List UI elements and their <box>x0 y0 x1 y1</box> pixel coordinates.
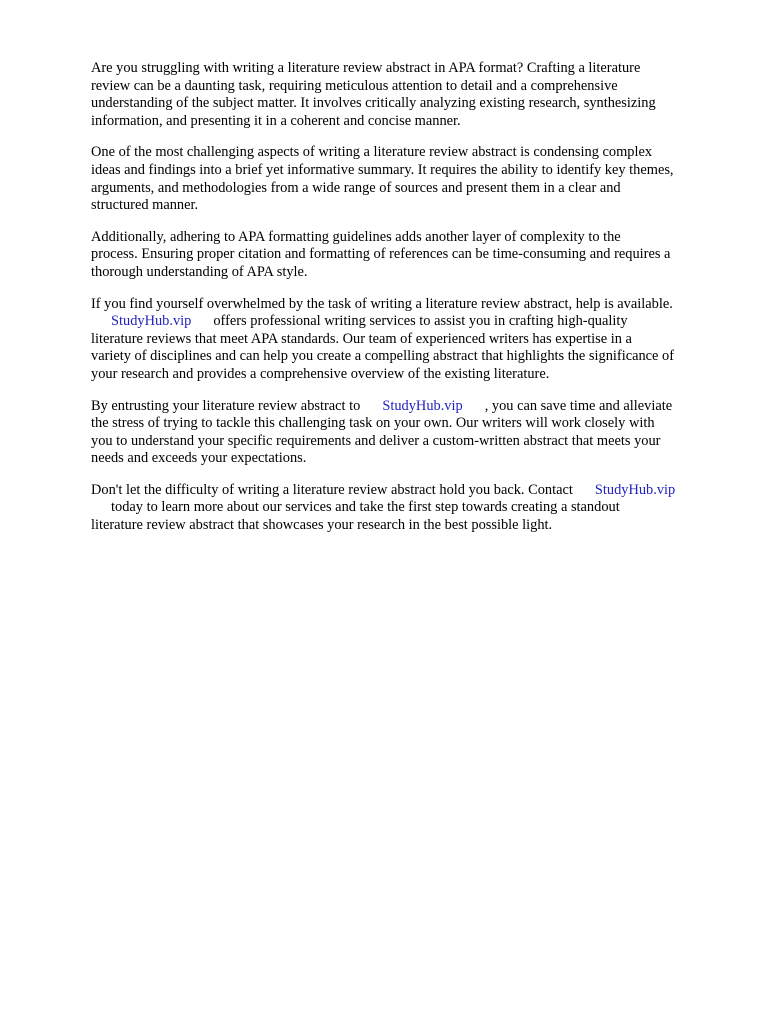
text-line: you to understand your specific requirements and deliver a custom-written abstract that meets your <box>91 432 661 449</box>
paragraph-3 <box>91 229 727 282</box>
text-line: arguments, and methodologies from a wide range of sources and present them in a clear and <box>91 179 621 196</box>
text-line: thorough understanding of APA style. <box>91 263 308 280</box>
text-fragment: By entrusting your literature review abstract to <box>91 397 361 414</box>
text-line: needs and exceeds your expectations. <box>91 450 307 467</box>
document-body <box>91 60 727 549</box>
studyhub-link[interactable]: StudyHub.vip <box>594 481 676 498</box>
text-fragment: offers professional writing services to assist you in crafting high-quality <box>213 313 628 330</box>
text-line-with-link <box>91 482 727 500</box>
text-line: Are you struggling with writing a literature review abstract in APA format? Crafting a literature <box>91 60 641 76</box>
paragraph-4 <box>91 296 727 384</box>
paragraph-5 <box>91 398 727 468</box>
paragraph-2 <box>91 144 727 214</box>
paragraph-1 <box>91 60 727 130</box>
text-line: understanding of the subject matter. It involves critically analyzing existing research, synthesizing <box>91 95 656 112</box>
text-line: variety of disciplines and can help you create a compelling abstract that highlights the significance of <box>91 348 675 365</box>
text-line: literature review abstract that showcases your research in the best possible light. <box>91 517 553 534</box>
text-fragment: , you can save time and alleviate <box>484 397 673 414</box>
text-line: information, and presenting it in a coherent and concise manner. <box>91 112 461 129</box>
text-line: literature reviews that meet APA standards. Our team of experienced writers has expertise in a <box>91 330 632 347</box>
text-line: your research and provides a comprehensive overview of the existing literature. <box>91 365 550 382</box>
paragraph-6 <box>91 482 727 535</box>
text-line: One of the most challenging aspects of writing a literature review abstract is condensing complex <box>91 144 653 161</box>
text-line: structured manner. <box>91 197 199 214</box>
text-line-with-link <box>91 313 727 331</box>
text-line: process. Ensuring proper citation and formatting of references can be time-consuming and requires a <box>91 246 671 263</box>
text-line-with-link <box>91 398 727 416</box>
text-line: Additionally, adhering to APA formatting guidelines adds another layer of complexity to the <box>91 228 621 245</box>
text-fragment: Don't let the difficulty of writing a literature review abstract hold you back. Contact <box>91 481 573 498</box>
text-line: If you find yourself overwhelmed by the task of writing a literature review abstract, help is available. <box>91 295 673 312</box>
studyhub-link[interactable]: StudyHub.vip <box>111 313 192 330</box>
text-line-with-link <box>91 499 727 517</box>
text-line: review can be a daunting task, requiring meticulous attention to detail and a comprehensive <box>91 77 618 94</box>
text-fragment: today to learn more about our services and take the first step towards creating a standout <box>111 499 620 516</box>
studyhub-link[interactable]: StudyHub.vip <box>382 397 463 414</box>
text-line: ideas and findings into a brief yet informative summary. It requires the ability to identify key themes, <box>91 161 674 178</box>
text-line: the stress of trying to tackle this challenging task on your own. Our writers will work closely with <box>91 415 655 432</box>
